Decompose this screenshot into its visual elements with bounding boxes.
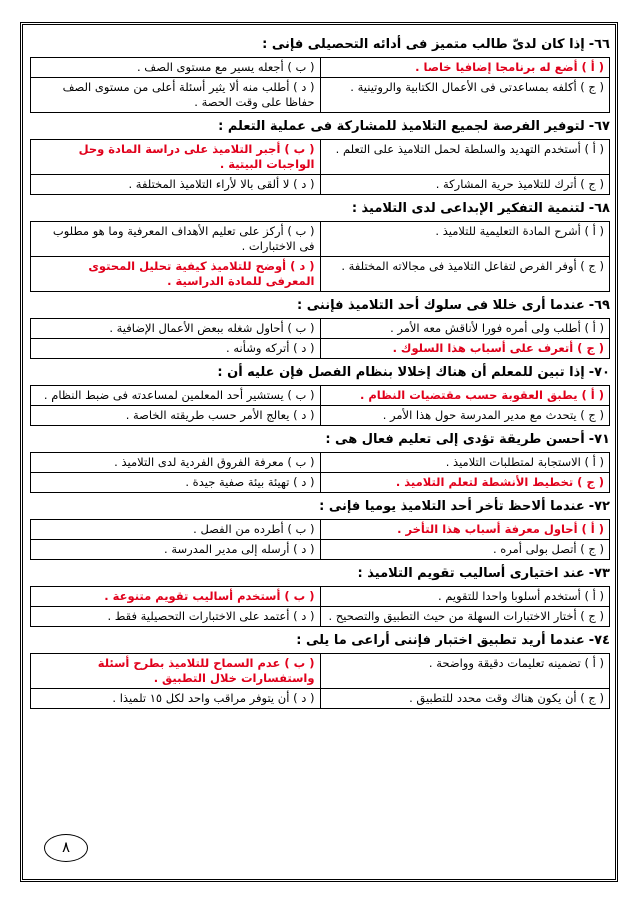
options-table (30, 586, 610, 627)
option: ( د ) يعالج الأمر حسب طريقته الخاصة . (31, 406, 321, 426)
question-number: ٧٣- (588, 566, 610, 581)
options-table (30, 57, 610, 113)
options-row (31, 689, 610, 709)
question-block (30, 297, 610, 359)
question-text: لتوفير الفرصة لجميع التلاميذ للمشاركة فى عملية التعلم : (218, 119, 585, 134)
options-row (31, 78, 610, 113)
option: ( ب ) أطرده من الفصل . (31, 520, 321, 540)
question-heading (30, 200, 610, 217)
option: ( ب ) أركز على تعليم الأهداف المعرفية وما هو مطلوب فى الاختبارات . (31, 222, 321, 257)
question-number: ٧١- (588, 432, 610, 447)
question-number: ٧٠- (588, 365, 610, 380)
question-heading (30, 118, 610, 135)
question-heading (30, 565, 610, 582)
options-table (30, 221, 610, 292)
question-text: لتنمية التفكير الإبداعى لدى التلاميذ : (351, 201, 585, 216)
options-table (30, 653, 610, 709)
options-table (30, 318, 610, 359)
question-text: إذا تبين للمعلم أن هناك إخلالا بنظام الفصل فإن عليه أن : (217, 365, 585, 380)
option: ( د ) أطلب منه ألا يثير أسئلة أعلى من مستوى الصف حفاظا على وقت الحصة . (31, 78, 321, 113)
options-table (30, 452, 610, 493)
options-row (31, 339, 610, 359)
question-number: ٦٩- (588, 298, 610, 313)
options-row (31, 222, 610, 257)
correct-option: ( د ) أوضح للتلاميذ كيفية تحليل المحتوى المعرفى للمادة الدراسية . (31, 257, 321, 292)
question-heading (30, 364, 610, 381)
option: ( ب ) يستشير أحد المعلمين لمساعدته فى ضبط النظام . (31, 386, 321, 406)
options-table (30, 139, 610, 195)
question-heading (30, 632, 610, 649)
option: ( أ ) أستخدم أسلوبا واحدا للتقويم . (320, 587, 610, 607)
question-text: إذا كان لدىّ طالب متميز فى أدائه التحصيلى فإنى : (262, 37, 585, 52)
correct-option: ( أ ) أحاول معرفة أسباب هذا التأخر . (320, 520, 610, 540)
options-row (31, 257, 610, 292)
correct-option: ( ج ) تخطيط الأنشطة لتعلم التلاميذ . (320, 473, 610, 493)
question-number: ٦٨- (588, 201, 610, 216)
options-row (31, 58, 610, 78)
question-text: عند اختيارى أساليب تقويم التلاميذ : (357, 566, 585, 581)
options-row (31, 406, 610, 426)
question-block (30, 498, 610, 560)
options-row (31, 540, 610, 560)
option: ( ج ) يتحدث مع مدير المدرسة حول هذا الأمر . (320, 406, 610, 426)
option: ( د ) أعتمد على الاختبارات التحصيلية فقط . (31, 607, 321, 627)
question-text: أحسن طريقة تؤدى إلى تعليم فعال هى : (325, 432, 585, 447)
options-row (31, 140, 610, 175)
correct-option: ( ب ) عدم السماح للتلاميذ بطرح أسئلة واستفسارات خلال التطبيق . (31, 654, 321, 689)
question-text: عندما أرى خللا فى سلوك أحد التلاميذ فإننى : (297, 298, 585, 313)
options-row (31, 654, 610, 689)
question-number: ٦٧- (588, 119, 610, 134)
question-block (30, 200, 610, 292)
question-block (30, 36, 610, 113)
correct-option: ( أ ) يطبق العقوبة حسب مقتضيات النظام . (320, 386, 610, 406)
option: ( ب ) معرفة الفروق الفردية لدى التلاميذ . (31, 453, 321, 473)
question-list (30, 36, 610, 714)
options-table (30, 385, 610, 426)
option: ( أ ) تضمينه تعليمات دقيقة وواضحة . (320, 654, 610, 689)
correct-option: ( أ ) أضع له برنامجا إضافيا خاصا . (320, 58, 610, 78)
options-row (31, 473, 610, 493)
option: ( أ ) الاستجابة لمتطلبات التلاميذ . (320, 453, 610, 473)
option: ( ج ) أكلفه بمساعدتى فى الأعمال الكتابية والروتينية . (320, 78, 610, 113)
option: ( ج ) أن يكون هناك وقت محدد للتطبيق . (320, 689, 610, 709)
page-number: ٨ (44, 834, 88, 862)
option: ( د ) تهيئة بيئة صفية جيدة . (31, 473, 321, 493)
correct-option: ( ج ) أتعرف على أسباب هذا السلوك . (320, 339, 610, 359)
options-row (31, 587, 610, 607)
question-block (30, 118, 610, 195)
options-row (31, 607, 610, 627)
question-block (30, 364, 610, 426)
option: ( د ) أتركه وشأنه . (31, 339, 321, 359)
option: ( ب ) أجعله يسير مع مستوى الصف . (31, 58, 321, 78)
question-heading (30, 297, 610, 314)
option: ( ج ) أختار الاختبارات السهلة من حيث التطبيق والتصحيح . (320, 607, 610, 627)
options-table (30, 519, 610, 560)
options-row (31, 386, 610, 406)
question-number: ٧٢- (588, 499, 610, 514)
correct-option: ( ب ) أستخدم أساليب تقويم متنوعة . (31, 587, 321, 607)
correct-option: ( ب ) أجبر التلاميذ على دراسة المادة وحل الواجبات البيتية . (31, 140, 321, 175)
option: ( ج ) أوفر الفرص لتفاعل التلاميذ فى مجالاته المختلفة . (320, 257, 610, 292)
option: ( د ) أن يتوفر مراقب واحد لكل ١٥ تلميذا . (31, 689, 321, 709)
question-number: ٦٦- (588, 37, 610, 52)
question-heading (30, 498, 610, 515)
option: ( ب ) أحاول شغله ببعض الأعمال الإضافية . (31, 319, 321, 339)
option: ( د ) لا ألقى بالا لأراء التلاميذ المختلفة . (31, 175, 321, 195)
options-row (31, 520, 610, 540)
option: ( أ ) أستخدم التهديد والسلطة لحمل التلاميذ على التعلم . (320, 140, 610, 175)
question-text: عندما أريد تطبيق اختبار فإننى أراعى ما يلى : (296, 633, 585, 648)
option: ( أ ) أطلب ولى أمره فورا لأناقش معه الأمر . (320, 319, 610, 339)
options-row (31, 453, 610, 473)
option: ( ج ) أترك للتلاميذ حرية المشاركة . (320, 175, 610, 195)
question-heading (30, 431, 610, 448)
option: ( ج ) أتصل بولى أمره . (320, 540, 610, 560)
question-number: ٧٤- (588, 633, 610, 648)
option: ( د ) أرسله إلى مدير المدرسة . (31, 540, 321, 560)
option: ( أ ) أشرح المادة التعليمية للتلاميذ . (320, 222, 610, 257)
question-heading (30, 36, 610, 53)
options-row (31, 175, 610, 195)
options-row (31, 319, 610, 339)
question-block (30, 431, 610, 493)
question-block (30, 632, 610, 709)
question-text: عندما ألاحظ تأخر أحد التلاميذ يوميا فإنى : (319, 499, 585, 514)
question-block (30, 565, 610, 627)
